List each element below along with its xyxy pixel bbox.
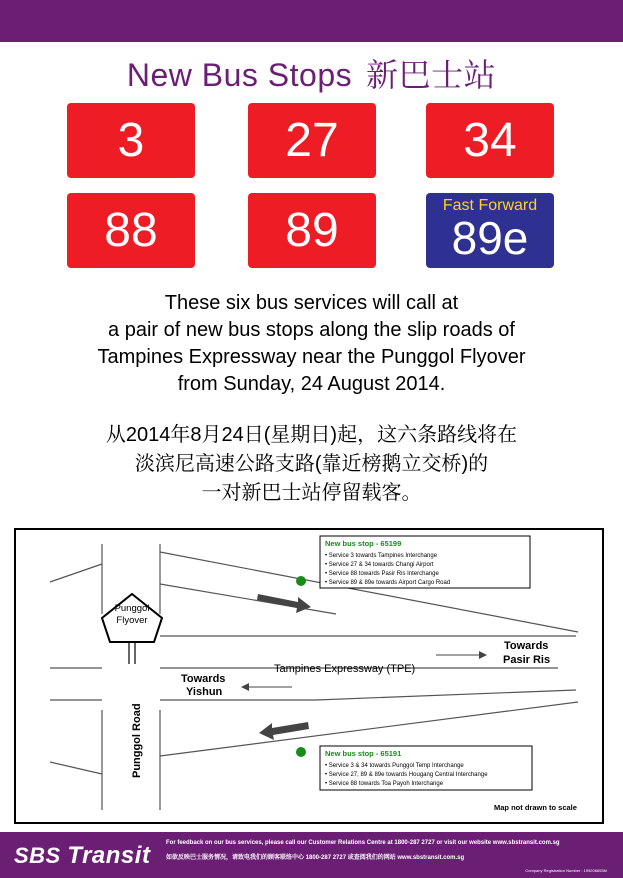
page-title — [0, 50, 623, 96]
footer-banner — [0, 832, 623, 878]
service-number: 89e — [451, 212, 529, 264]
bus-stop-65191-title: New bus stop - 65191 — [325, 749, 402, 758]
towards-pasir-ris-line1: Towards — [504, 640, 549, 652]
towards-yishun-line2: Yishun — [186, 686, 223, 698]
punggol-road-label: Punggol Road — [131, 703, 143, 778]
announcement-english — [0, 290, 623, 398]
bus-stop-65199-line: • Service 27 & 34 towards Changi Airport — [325, 562, 434, 568]
bus-stop-65191-marker — [296, 747, 306, 757]
top-banner — [0, 0, 623, 42]
announcement-line: Tampines Expressway near the Punggol Flyover — [97, 346, 526, 368]
announcement-line: 淡滨尼高速公路支路(靠近榜鹅立交桥)的 — [134, 453, 489, 475]
road-edge — [50, 762, 102, 774]
title-english: New Bus Stops — [126, 57, 353, 93]
bus-stop-65199-line: • Service 3 towards Tampines Interchange — [325, 553, 438, 559]
towards-yishun-line1: Towards — [181, 673, 226, 685]
service-number: 88 — [104, 204, 158, 257]
service-tile-89e — [426, 193, 554, 268]
road-edge — [50, 564, 102, 582]
road-edge — [160, 584, 336, 614]
announcement-line: from Sunday, 24 August 2014. — [177, 373, 446, 395]
bus-stop-65199-line: • Service 89 & 89e towards Airport Cargo Road — [325, 580, 451, 586]
service-number: 3 — [117, 114, 145, 167]
tpe-label: Tampines Expressway (TPE) — [274, 663, 416, 675]
announcement-line: These six bus services will call at — [164, 292, 459, 314]
bus-stop-65191-line: • Service 88 towards Toa Payoh Interchange — [325, 781, 444, 787]
fast-forward-label: Fast Forward — [442, 197, 538, 214]
announcement-chinese — [0, 421, 623, 508]
logo-part-sbs: SBS — [14, 843, 68, 868]
service-tile-88 — [67, 193, 195, 268]
eastbound-direction-arrow — [257, 594, 311, 613]
towards-pasir-ris-line2: Pasir Ris — [503, 654, 551, 666]
announcement-line: 一对新巴士站停留载客。 — [201, 482, 422, 504]
bus-stop-65199-title: New bus stop - 65199 — [325, 539, 402, 548]
bus-stop-65191-line: • Service 27, 89 & 89e towards Hougang Central Interchange — [325, 772, 488, 778]
sbs-transit-logo — [14, 842, 150, 870]
title-chinese: 新巴士站 — [366, 57, 497, 93]
service-number: 27 — [285, 114, 339, 167]
map-drawing — [16, 530, 602, 822]
service-number: 89 — [285, 204, 339, 257]
announcement-line: 从2014年8月24日(星期日)起，这六条路线将在 — [105, 424, 518, 446]
service-tile-34 — [426, 103, 554, 178]
logo-part-transit: Transit — [67, 842, 151, 869]
feedback-english: For feedback on our bus services, please call our Customer Relations Centre at 1800-287 2727 or visit our website www.sbstransit.com.sg — [166, 840, 560, 846]
company-registration: Company Registration Number : 199206653M — [525, 868, 607, 873]
bus-stop-65199-marker — [296, 576, 306, 586]
flyover-label-line1: Punggol — [114, 603, 150, 614]
bus-stop-65191-line: • Service 3 & 34 towards Punggol Temp Interchange — [325, 763, 464, 769]
service-number: 34 — [463, 114, 517, 167]
service-tile-3 — [67, 103, 195, 178]
service-tile-89 — [248, 193, 376, 268]
bus-stop-65199-line: • Service 88 towards Pasir Ris Interchange — [325, 571, 439, 577]
flyover-label-line2: Flyover — [116, 615, 148, 626]
announcement-line: a pair of new bus stops along the slip roads of — [108, 319, 515, 341]
service-tile-27 — [248, 103, 376, 178]
road-edge — [316, 690, 576, 700]
location-map — [14, 528, 604, 824]
feedback-chinese: 如欲反映巴士服务情况，请致电我们的顾客联络中心 1800-287 2727 或查阅我们的网站 www.sbstransit.com.sg — [166, 855, 465, 861]
map-scale-note: Map not drawn to scale — [494, 803, 577, 812]
